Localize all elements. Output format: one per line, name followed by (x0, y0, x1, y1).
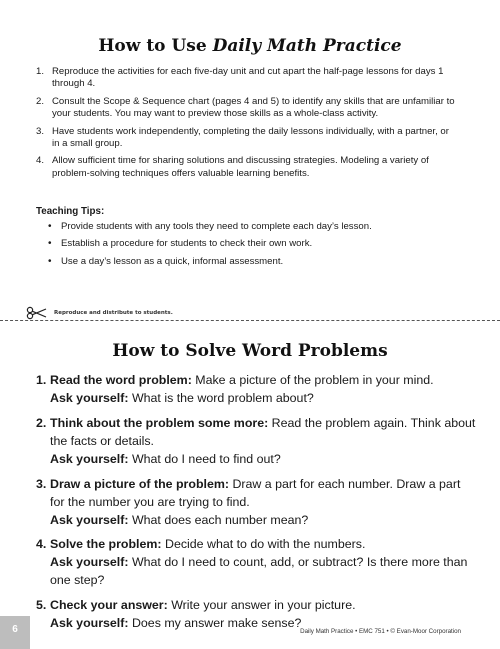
list-item: 1. Reproduce the activities for each five-day unit and cut apart the half-page lessons for days 1 through 4. (36, 66, 456, 91)
page-title-how-to-use (0, 36, 500, 56)
step-text: Reproduce the activities for each five-day unit and cut apart the half-page lessons for days 1 through 4. (52, 66, 444, 90)
cut-note: Reproduce and distribute to students. (54, 310, 173, 316)
list-item: 4. Allow sufficient time for sharing solutions and discussing strategies. Modeling a variety of problem-solving techniques offers valuable learning benefits. (36, 155, 456, 180)
use-steps-list (36, 66, 456, 185)
list-item: 3. Draw a picture of the problem: Draw a part for each number. Draw a part for the number you are trying to find. Ask yourself: What does each number mean? (36, 476, 461, 527)
title-prefix: How to Use (98, 36, 213, 56)
step-text: Allow sufficient time for sharing solutions and discussing strategies. Modeling a variety of problem-solving techniques offers valuable learning benefits. (52, 155, 429, 179)
list-item (48, 238, 448, 250)
tip-text: Provide students with any tools they need to complete each day’s lesson. (61, 221, 372, 232)
list-item: 4. Solve the problem: Decide what to do with the numbers. Ask yourself: What do I need to count, add, or subtract? Is there more than one step? (36, 537, 468, 588)
bullet: • (48, 221, 52, 232)
list-item: 3. Have students work independently, completing the daily lessons individually, with a partner, or in a small group. (36, 126, 456, 151)
bullet: • (48, 255, 52, 267)
solve-steps-list (36, 371, 476, 639)
list-item: 5. Check your answer: Write your answer in your picture. Ask yourself: Does my answer make sense? (36, 598, 356, 631)
list-item: 2. Consult the Scope & Sequence chart (pages 4 and 5) to identify any skills that are unfamiliar to your students. You may want to preview those skills as a whole-class activity. (36, 95, 455, 120)
scissors-icon (26, 306, 48, 320)
tip-text: Use a day’s lesson as a quick, informal assessment. (61, 255, 284, 267)
list-item: 1. Read the word problem: Make a picture of the problem in your mind. Ask yourself: What is the word problem about? (36, 373, 434, 405)
bullet: • (48, 238, 52, 250)
footer-credit: Daily Math Practice • EMC 751 • © Evan-Moor Corporation (300, 628, 461, 635)
page-title-solve: How to Solve Word Problems (112, 341, 388, 361)
teaching-tips-heading: Teaching Tips: (36, 206, 105, 217)
tip-text: Establish a procedure for students to check their own work. (61, 238, 313, 250)
list-item (48, 256, 448, 268)
list-item: 2. Think about the problem some more: Read the problem again. Think about the facts or details. Ask yourself: What do I need to find out? (36, 415, 476, 466)
step-text: Consult the Scope & Sequence chart (pages 4 and 5) to identify any skills that are unfamiliar to your students. You may want to preview those skills as a whole-class activity. (52, 95, 455, 120)
cut-line-divider (0, 320, 500, 321)
title-italic: Daily Math Practice (212, 36, 402, 56)
list-item (48, 221, 448, 233)
page-number: 6 (12, 624, 18, 635)
step-text: Have students work independently, completing the daily lessons individually, with a partner, or in a small group. (52, 125, 449, 150)
teaching-tips-list (48, 221, 448, 273)
